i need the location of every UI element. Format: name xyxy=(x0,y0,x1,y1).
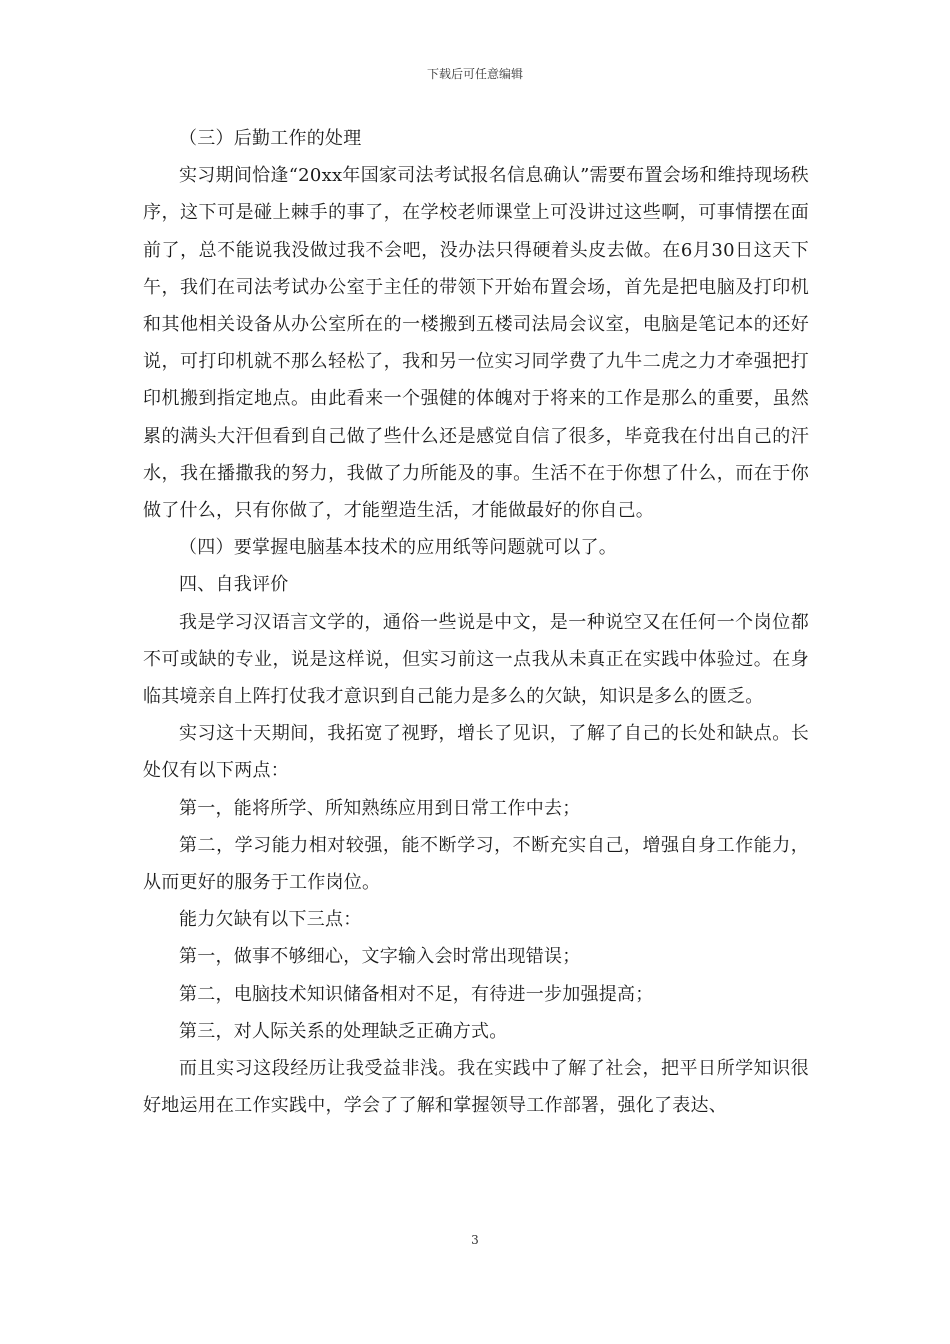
list-item-weakness-3: 第三，对人际关系的处理缺乏正确方式。 xyxy=(179,1020,508,1042)
page-header: 下载后可任意编辑 xyxy=(426,67,523,81)
paragraph-logistics-story: 实习期间恰逢“20xx年国家司法考试报名信息确认”需要布置会场和维持现场秩序，这下可是碰上棘手的事了，在学校老师课堂上可没讲过这些啊，可事情摆在面前了，总不能说我没做过我不会吧，没办法只得硬着头皮去做。在6月30日这天下午，我们在司法考试办公室于主任的带领下开始布置会场，首先是把电脑及打印机和其他相关设备从办公室所在的一楼搬到五楼司法局会议室，电脑是笔记本的还好说，可打印机就不那么轻松了，我和另一位实习同学费了九牛二虎之力才牵强把打印机搬到指定地点。由此看来一个强健的体魄对于将来的工作是那么的重要，虽然累的满头大汗但看到自己做了些什么还是感觉自信了很多，毕竟我在付出自己的汗水，我在播撒我的努力，我做了力所能及的事。生活不在于你想了什么，而在于你做了什么，只有你做了，才能塑造生活，才能做最好的你自己。 xyxy=(143,165,809,522)
list-item-weakness-1: 第一，做事不够细心，文字输入会时常出现错误； xyxy=(179,946,581,968)
page-number: 3 xyxy=(471,1233,479,1247)
section-heading-logistics: （三）后勤工作的处理 xyxy=(179,128,362,149)
list-item-weakness-2: 第二，电脑技术知识储备相对不足，有待进一步加强提高； xyxy=(179,983,654,1005)
section-heading-self-evaluation: 四、自我评价 xyxy=(179,574,289,596)
paragraph-conclusion: 而且实习这段经历让我受益非浅。我在实践中了解了社会，把平日所学知识很好地运用在工作实践中，学会了了解和掌握领导工作部署，强化了表达、 xyxy=(143,1058,809,1117)
paragraph-major-intro: 我是学习汉语言文学的，通俗一些说是中文，是一种说空又在任何一个岗位都不可或缺的专业，说是这样说，但实习前这一点我从未真正在实践中体验过。在身临其境亲自上阵打仗我才意识到自己能力是多么的欠缺，知识是多么的匮乏。 xyxy=(143,611,809,708)
paragraph-weaknesses-intro: 能力欠缺有以下三点： xyxy=(179,909,362,931)
list-item-strength-1: 第一，能将所学、所知熟练应用到日常工作中去； xyxy=(179,797,581,819)
paragraph-internship-gains: 实习这十天期间，我拓宽了视野，增长了见识，了解了自己的长处和缺点。长处仅有以下两点： xyxy=(143,723,809,782)
section-heading-computer-skills: （四）要掌握电脑基本技术的应用纸等问题就可以了。 xyxy=(179,537,617,559)
document-body xyxy=(143,120,809,1124)
list-item-strength-2: 第二，学习能力相对较强，能不断学习，不断充实自己，增强自身工作能力，从而更好的服务于工作岗位。 xyxy=(143,834,809,894)
